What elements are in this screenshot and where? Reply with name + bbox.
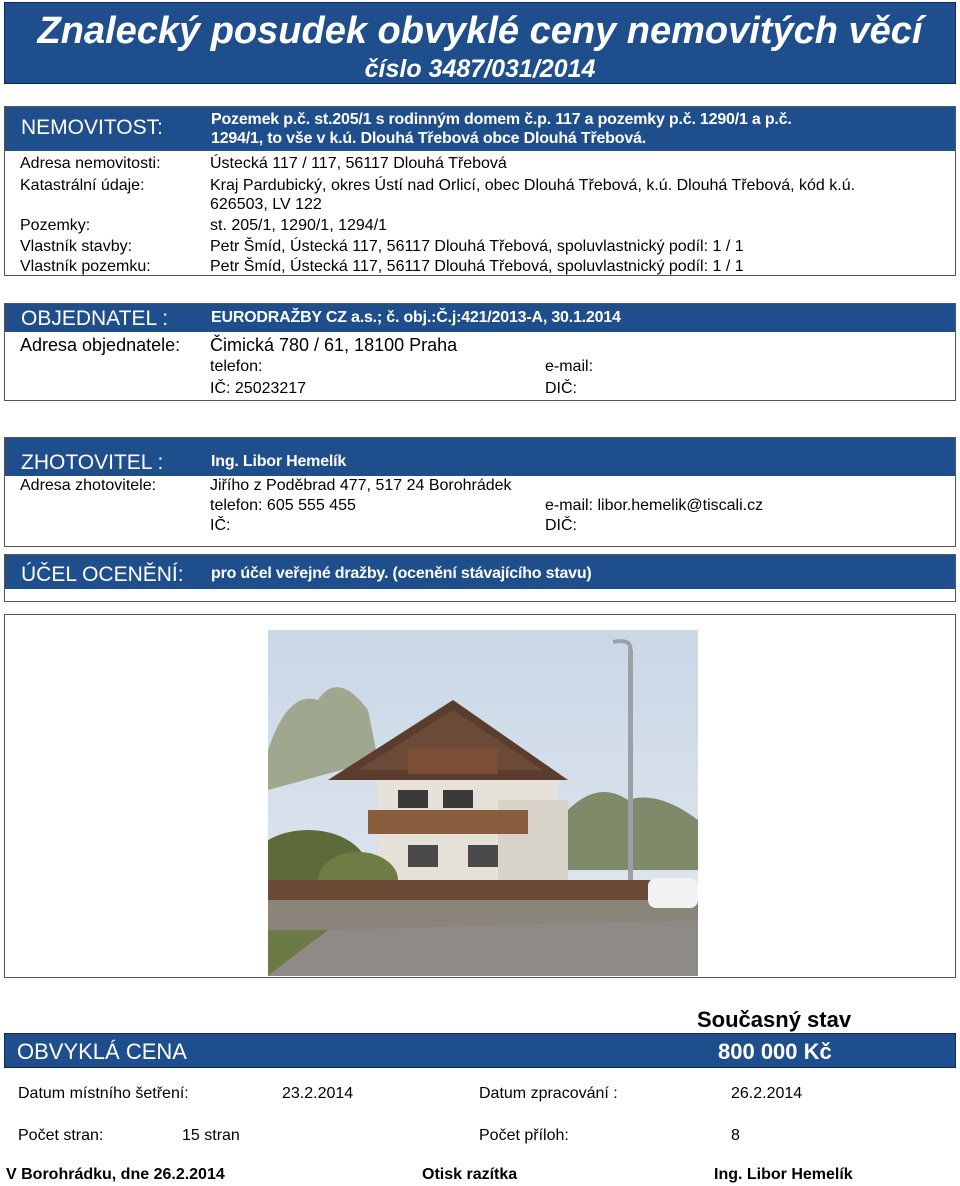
report-number: číslo 3487/031/2014 (364, 55, 596, 83)
report-title: Znalecký posudek obvyklé ceny nemovitých věcí (37, 10, 923, 52)
processing-date-label: Datum zpracování : (479, 1085, 618, 1102)
report-title-banner (4, 2, 956, 84)
contractor-name: Ing. Libor Hemelík (211, 453, 347, 470)
cadastre-label: Katastrální údaje: (20, 177, 145, 194)
address-value: Ústecká 117 / 117, 56117 Dlouhá Třebová (210, 155, 507, 172)
attachment-count: 8 (731, 1127, 740, 1144)
client-name: EURODRAŽBY CZ a.s.; č. obj.:Č.j:421/2013-A, 30.1.2014 (211, 309, 621, 326)
purpose-value: pro účel veřejné dražby. (ocenění stávajícího stavu) (211, 565, 592, 582)
contractor-ic: IČ: (210, 517, 231, 534)
processing-date: 26.2.2014 (731, 1085, 803, 1102)
house-photo (268, 630, 698, 976)
land-owner-value: Petr Šmíd, Ústecká 117, 56117 Dlouhá Třebová, spoluvlastnický podíl: 1 / 1 (210, 258, 744, 275)
page-count: 15 stran (182, 1127, 240, 1144)
property-heading: NEMOVITOST: (21, 116, 163, 139)
attachment-count-label: Počet příloh: (479, 1127, 569, 1144)
price-label: OBVYKLÁ CENA (17, 1039, 187, 1064)
parcels-value: st. 205/1, 1290/1, 1294/1 (210, 217, 388, 234)
contractor-dic: DIČ: (545, 517, 577, 534)
address-label: Adresa nemovitosti: (20, 155, 161, 172)
client-phone-label: telefon: (210, 358, 263, 375)
parcels-label: Pozemky: (20, 217, 91, 234)
purpose-heading: ÚČEL OCENĚNÍ: (21, 563, 184, 586)
stamp-label: Otisk razítka (422, 1166, 518, 1183)
inspection-date: 23.2.2014 (282, 1085, 354, 1102)
current-state-label: Současný stav (697, 1007, 852, 1032)
contractor-address-label: Adresa zhotovitele: (20, 477, 157, 494)
contractor-address: Jiřího z Poděbrad 477, 517 24 Borohrádek (210, 477, 512, 494)
contractor-phone: telefon: 605 555 455 (210, 497, 356, 514)
building-owner-label: Vlastník stavby: (20, 238, 133, 255)
page-count-label: Počet stran: (18, 1127, 104, 1144)
signature-name: Ing. Libor Hemelík (714, 1166, 853, 1183)
client-email-label: e-mail: (545, 358, 594, 375)
house-photo-illustration (268, 630, 698, 976)
contractor-heading: ZHOTOVITEL : (21, 451, 164, 474)
building-owner-value: Petr Šmíd, Ústecká 117, 56117 Dlouhá Třebová, spoluvlastnický podíl: 1 / 1 (210, 238, 744, 255)
price-value: 800 000 Kč (718, 1039, 832, 1064)
client-dic: DIČ: (545, 380, 577, 397)
price-bar (4, 1033, 956, 1068)
client-address: Čimická 780 / 61, 18100 Praha (210, 335, 458, 355)
property-description-line2: 1294/1, to vše v k.ú. Dlouhá Třebová obce Dlouhá Třebová. (211, 130, 646, 147)
client-address-label: Adresa objednatele: (20, 335, 181, 355)
place-and-date: V Borohrádku, dne 26.2.2014 (6, 1166, 225, 1183)
property-description-line1: Pozemek p.č. st.205/1 s rodinným domem č.p. 117 a pozemky p.č. 1290/1 a p.č. (211, 111, 792, 128)
cadastre-value-cont: 626503, LV 122 (210, 196, 322, 213)
client-ic: IČ: 25023217 (210, 380, 307, 397)
land-owner-label: Vlastník pozemku: (20, 258, 151, 275)
cadastre-value: Kraj Pardubický, okres Ústí nad Orlicí, obec Dlouhá Třebová, k.ú. Dlouhá Třebová, kód k.ú. (210, 177, 856, 194)
inspection-date-label: Datum místního šetření: (18, 1085, 189, 1102)
purpose-section (4, 554, 956, 602)
contractor-email: e-mail: libor.hemelik@tiscali.cz (545, 497, 764, 514)
client-heading: OBJEDNATEL : (21, 307, 169, 330)
